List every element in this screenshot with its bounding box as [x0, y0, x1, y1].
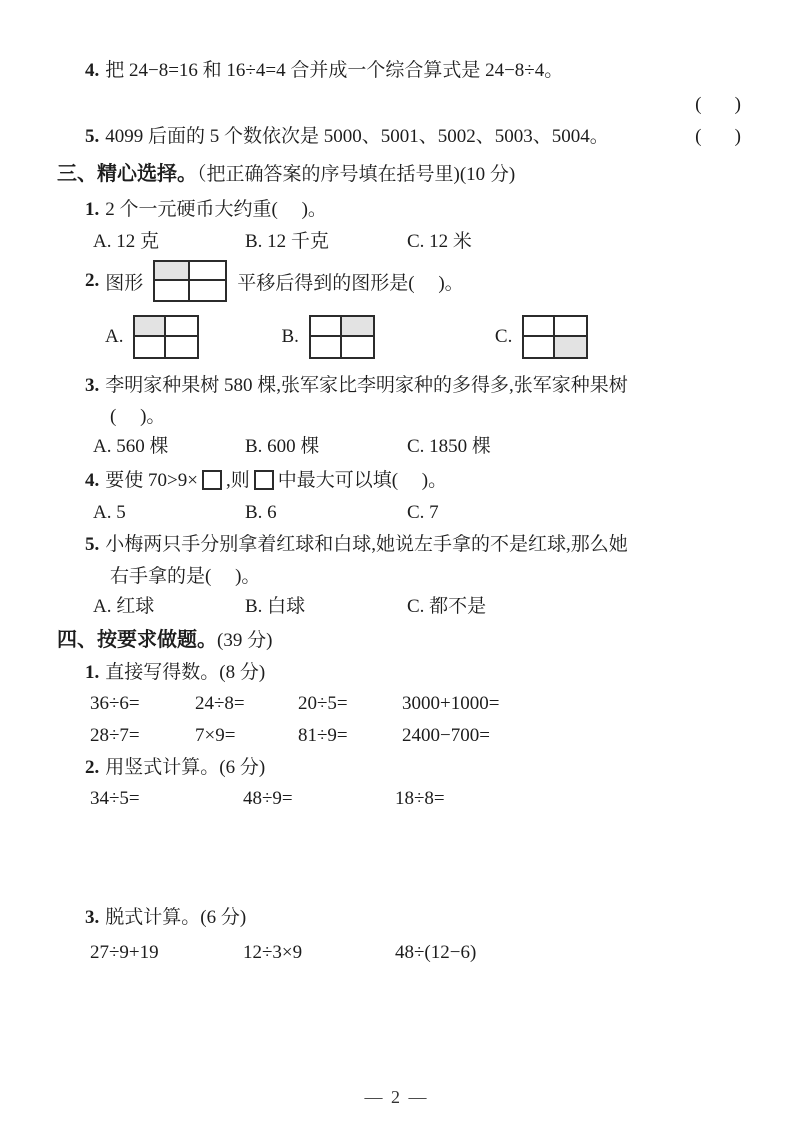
grid-cell: [524, 317, 555, 337]
choice-question-5-options: [93, 594, 745, 620]
math-expression: 81÷9=: [298, 725, 348, 746]
grid-cell: [555, 337, 586, 357]
question-text: 小梅两只手分别拿着红球和白球,她说左手拿的不是红球,那么她: [105, 534, 628, 555]
grid-cell: [155, 262, 190, 281]
grid-cell: [190, 262, 225, 281]
question-text: 2 个一元硬币大约重( )。: [105, 199, 327, 220]
option-label: B.: [281, 326, 299, 347]
translation-grid-figure: [153, 260, 227, 302]
subsection-text: 脱式计算。(6 分): [105, 907, 247, 928]
judge-question-4-answer-blank: [57, 92, 745, 118]
math-expression: 24÷8=: [195, 693, 245, 714]
math-expression: 27÷9+19: [90, 942, 159, 963]
blank-box: [202, 470, 222, 490]
option-label: C.: [494, 326, 513, 347]
math-expression: 48÷9=: [243, 788, 293, 809]
grid-cell: [342, 317, 373, 337]
choice-question-5-line2: [110, 564, 745, 590]
option-a: A. 5: [93, 502, 126, 523]
subsection-number: 2.: [85, 757, 100, 778]
option-c: C. 1850 棵: [407, 436, 491, 457]
answer-paren: ( ): [695, 94, 741, 115]
direct-calc-row-1: [90, 691, 745, 717]
choice-question-4-options: [93, 500, 745, 526]
option-a: A. 红球: [93, 596, 155, 617]
vertical-calc-row: [90, 786, 745, 812]
question-text: 4099 后面的 5 个数依次是 5000、5001、5002、5003、5004。: [105, 126, 609, 147]
grid-cell: [166, 337, 197, 357]
option-a: A. 560 棵: [93, 436, 169, 457]
grid-cell: [342, 337, 373, 357]
choice-question-3-line1: [85, 373, 745, 399]
choice-question-1-options: [93, 229, 745, 255]
option-a: A. 12 克: [93, 231, 159, 252]
section-4-title: [57, 626, 745, 654]
subsection-number: 3.: [85, 907, 100, 928]
grid-cell: [155, 281, 190, 300]
choice-question-1: [85, 197, 745, 223]
choice-question-5-line1: [85, 532, 745, 558]
choice-question-2-options: [105, 311, 745, 363]
question-number: 5.: [85, 534, 100, 555]
math-expression: 20÷5=: [298, 693, 348, 714]
math-expression: 18÷8=: [395, 788, 445, 809]
option-c: C. 都不是: [407, 596, 487, 617]
subsection-text: 直接写得数。(8 分): [105, 662, 266, 683]
option-c: [495, 315, 588, 359]
subsection-text: 用竖式计算。(6 分): [105, 757, 266, 778]
question-text-part2: ,则: [225, 470, 250, 491]
option-c: C. 12 米: [407, 231, 472, 252]
section-title-bold: 三、精心选择。: [57, 163, 197, 185]
grid-cell: [190, 281, 225, 300]
question-number: 2.: [85, 270, 100, 291]
question-line: [85, 124, 609, 150]
grid-cell: [311, 317, 342, 337]
question-text-part1: 要使 70>9×: [105, 470, 198, 491]
subsection-3-title: [85, 905, 745, 931]
subsection-number: 1.: [85, 662, 100, 683]
option-b: B. 白球: [245, 596, 306, 617]
math-expression: 48÷(12−6): [395, 942, 477, 963]
grid-cell: [555, 317, 586, 337]
section-3-title: [57, 160, 745, 188]
choice-question-4: [85, 466, 745, 496]
math-expression: 28÷7=: [90, 725, 140, 746]
answer-paren: ( ): [695, 126, 741, 147]
option-c-grid-figure: [522, 315, 588, 359]
subsection-2-title: [85, 755, 745, 781]
question-number: 4.: [85, 60, 100, 81]
section-title-points: (39 分): [217, 630, 273, 651]
section-title-note: （把正确答案的序号填在括号里)(10 分): [197, 164, 516, 185]
choice-question-3-line2: [110, 404, 745, 430]
blank-box: [254, 470, 274, 490]
option-b: B. 600 棵: [245, 436, 320, 457]
subsection-1-title: [85, 660, 745, 686]
question-number: 4.: [85, 470, 100, 491]
question-text: 把 24−8=16 和 16÷4=4 合并成一个综合算式是 24−8÷4。: [105, 60, 564, 81]
option-label: A.: [105, 326, 124, 347]
option-a: [105, 315, 199, 359]
question-number: 5.: [85, 126, 100, 147]
judge-question-4: [85, 58, 745, 84]
grid-cell: [166, 317, 197, 337]
option-b: B. 12 千克: [245, 231, 329, 252]
math-expression: 36÷6=: [90, 693, 140, 714]
answer-paren: ( )。: [110, 406, 166, 427]
question-text: 李明家种果树 580 棵,张军家比李明家种的多得多,张军家种果树: [105, 375, 628, 396]
option-c: C. 7: [407, 502, 439, 523]
grid-cell: [135, 317, 166, 337]
question-text-after: 平移后得到的图形是( )。: [237, 272, 464, 294]
grid-cell: [311, 337, 342, 357]
choice-question-3-options: [93, 434, 745, 460]
grid-cell: [135, 337, 166, 357]
option-b: B. 6: [245, 502, 277, 523]
choice-question-2: [85, 257, 745, 305]
math-expression: 34÷5=: [90, 788, 140, 809]
math-expression: 12÷3×9: [243, 942, 303, 963]
option-b-grid-figure: [309, 315, 375, 359]
section-title-bold: 四、按要求做题。: [57, 629, 217, 651]
math-expression: 7×9=: [195, 725, 236, 746]
option-b: [281, 315, 374, 359]
option-a-grid-figure: [133, 315, 199, 359]
question-text-part3: 中最大可以填( )。: [277, 470, 448, 491]
judge-question-5: [57, 124, 745, 150]
question-text: 右手拿的是( )。: [110, 566, 261, 587]
question-text-before: 图形: [105, 272, 144, 294]
stepwise-calc-row: [90, 940, 745, 966]
math-expression: 2400−700=: [402, 725, 490, 746]
page-number: — 2 —: [364, 1087, 429, 1107]
direct-calc-row-2: [90, 723, 745, 749]
question-number: 1.: [85, 199, 100, 220]
question-number: 3.: [85, 375, 100, 396]
math-expression: 3000+1000=: [402, 693, 500, 714]
grid-cell: [524, 337, 555, 357]
